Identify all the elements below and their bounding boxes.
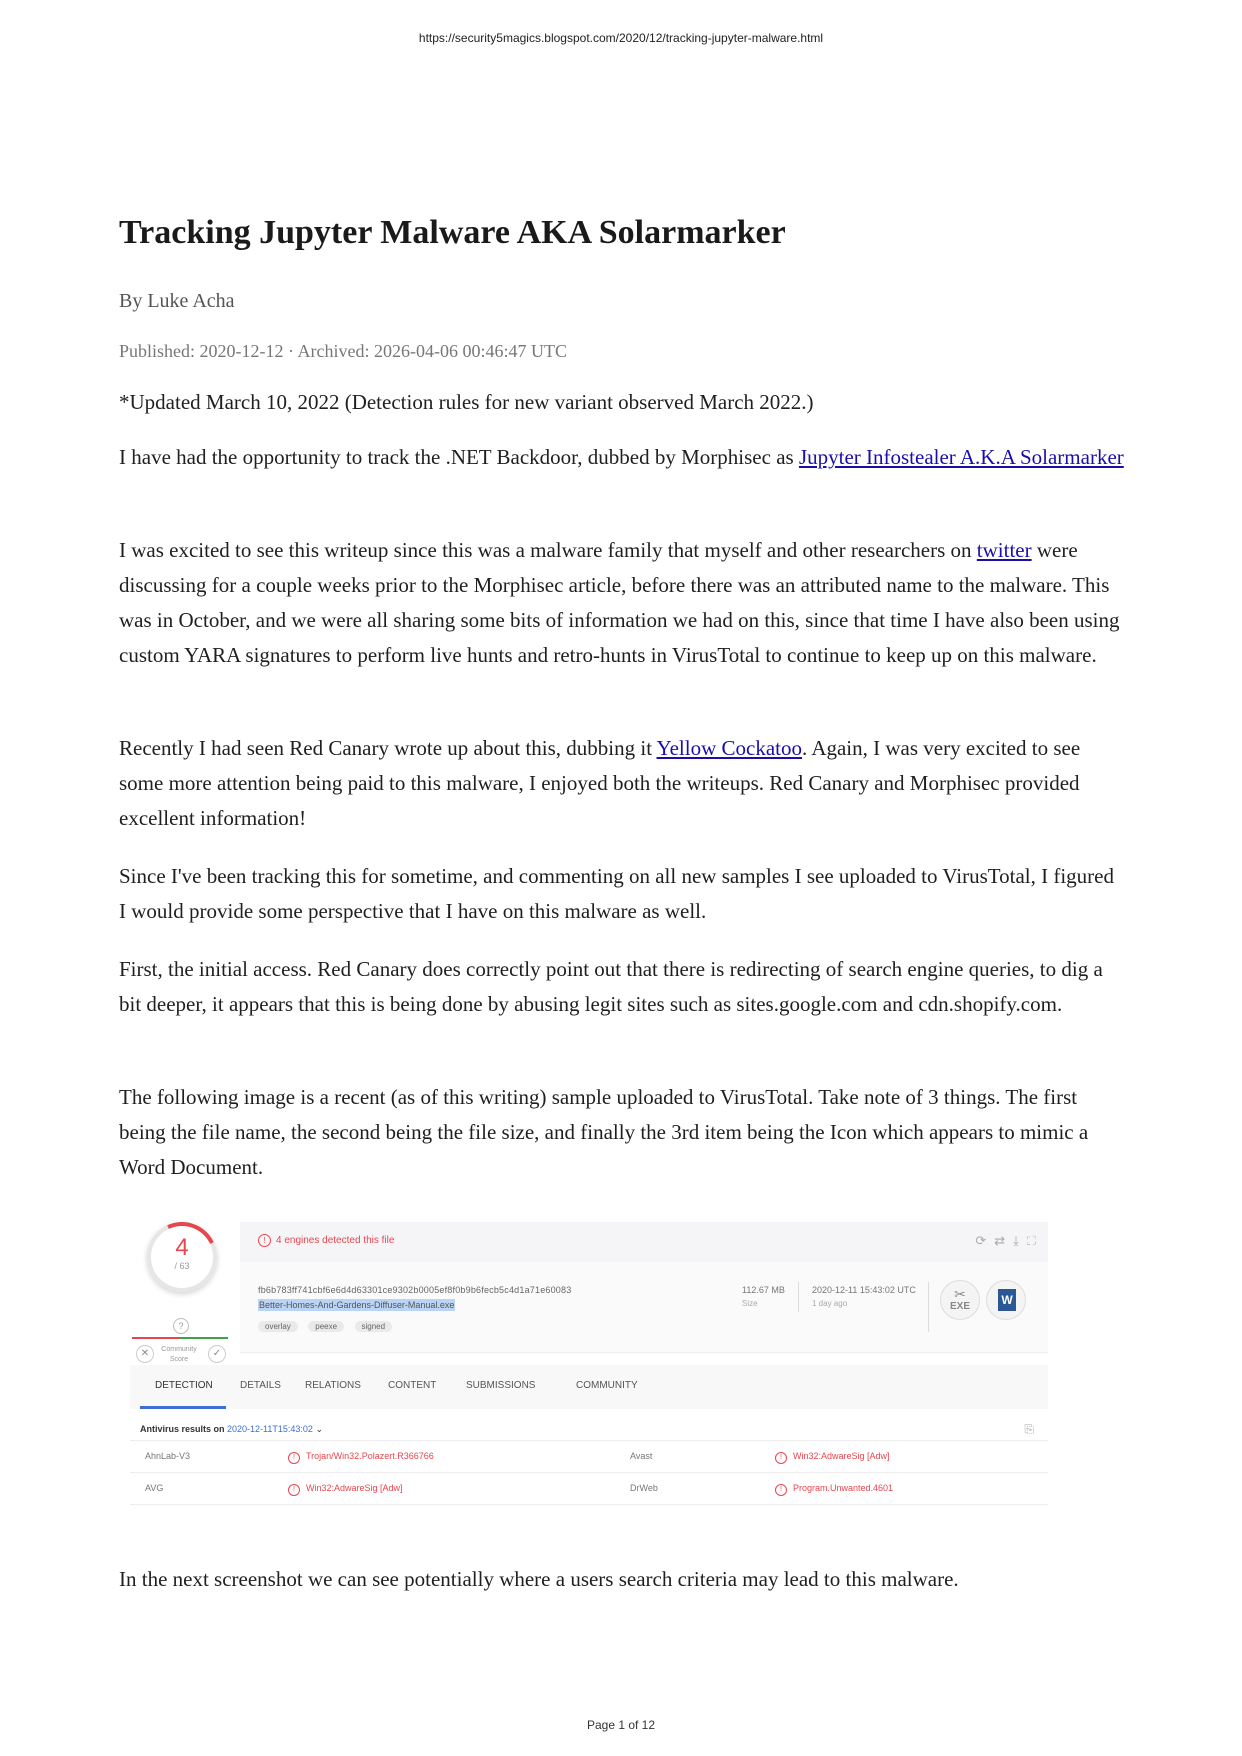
engine-name: AhnLab-V3 — [145, 1451, 191, 1461]
alert-icon: ! — [288, 1452, 300, 1464]
exe-label: EXE — [949, 1301, 970, 1312]
active-tab-indicator — [140, 1406, 226, 1409]
detection-total: / 63 — [174, 1261, 190, 1271]
result-text: Win32:AdwareSig [Adw] — [793, 1451, 890, 1461]
paragraph-tracking: Since I've been tracking this for sometime, and commenting on all new samples I see uploaded to VirusTotal, I figured I would provide some perspective that I have on this malware as well. — [119, 864, 1114, 923]
av-results-date[interactable]: 2020-12-11T15:43:02 — [227, 1424, 313, 1434]
alert-icon: ! — [775, 1484, 787, 1496]
question-icon[interactable]: ? — [173, 1318, 189, 1334]
score-arc — [137, 1222, 227, 1302]
tab-bar — [130, 1365, 1048, 1409]
article-title: Tracking Jupyter Malware AKA Solarmarker — [119, 214, 786, 251]
virustotal-screenshot — [130, 1222, 1054, 1532]
tab-relations[interactable]: RELATIONS — [305, 1380, 361, 1391]
paragraph-red-canary — [119, 731, 1124, 836]
detection-alert — [258, 1234, 394, 1247]
file-size-label: Size — [742, 1299, 758, 1308]
table-row — [130, 1473, 1048, 1505]
update-note: *Updated March 10, 2022 (Detection rules for new variant observed March 2022.) — [119, 390, 814, 414]
tab-detection[interactable]: DETECTION — [155, 1380, 213, 1391]
table-row — [130, 1441, 1048, 1473]
copy-icon[interactable]: ⎘ — [1024, 1422, 1034, 1436]
tag[interactable]: overlay — [258, 1321, 298, 1332]
paragraph-text: I have had the opportunity to track the .NET Backdoor, dubbed by Morphisec as — [119, 445, 799, 469]
file-tags — [258, 1316, 398, 1334]
paragraph-initial-access: First, the initial access. Red Canary does correctly point out that there is redirecting of search engine queries, to dig a bit deeper, it appears that this is being done by abusing legit sites such as sites.google.com and cdn.shopify.com. — [119, 957, 1103, 1016]
page-url: https://security5magics.blogspot.com/2020/12/tracking-jupyter-malware.html — [418, 31, 824, 45]
antivirus-results-table — [130, 1440, 1048, 1505]
community-score-label: Community Score — [161, 1346, 197, 1363]
antivirus-results-header — [140, 1424, 323, 1435]
file-size: 112.67 MB — [742, 1285, 785, 1295]
paragraph-sample: The following image is a recent (as of this writing) sample uploaded to VirusTotal. Take note of 3 things. The first being the file name, the second being the file size, and finally the 3rd item being the Icon which appears to mimic a Word Document. — [119, 1085, 1089, 1179]
paragraph-text: were discussing for a couple weeks prior to the Morphisec article, before there was an attributed name to the malware. This was in October, and we were all sharing some bits of information we had on this, since that time I have also been using custom YARA signatures to perform live hunts and retro-hunts in VirusTotal to continue to keep up on this malware. — [119, 538, 1120, 667]
detection-score: 4 — [175, 1234, 189, 1261]
tag[interactable]: peexe — [308, 1321, 344, 1332]
tag[interactable]: signed — [355, 1321, 393, 1332]
word-label: W — [998, 1289, 1016, 1311]
alert-text: 4 engines detected this file — [276, 1235, 395, 1246]
twitter-link[interactable]: twitter — [976, 538, 1032, 562]
file-name: Better-Homes-And-Gardens-Diffuser-Manual.exe — [259, 1300, 455, 1310]
chevron-down-icon[interactable]: ⌄ — [315, 1424, 323, 1434]
publish-meta: Published: 2020-12-12 · Archived: 2026-04-06 00:46:47 UTC — [119, 341, 567, 361]
engine-result — [288, 1451, 434, 1464]
analysis-date-relative: 1 day ago — [812, 1299, 848, 1308]
engine-result — [288, 1483, 403, 1496]
alert-icon: ! — [775, 1452, 787, 1464]
exe-file-icon: ✂ EXE — [940, 1280, 980, 1320]
alert-icon: ! — [288, 1484, 300, 1496]
yellow-cockatoo-link[interactable]: Yellow Cockatoo — [656, 736, 802, 760]
close-icon[interactable]: ✕ — [136, 1345, 154, 1363]
engine-name: Avast — [630, 1451, 653, 1461]
word-document-icon — [986, 1280, 1026, 1320]
tab-submissions[interactable]: SUBMISSIONS — [466, 1380, 536, 1391]
engine-name: AVG — [145, 1483, 164, 1493]
tab-content[interactable]: CONTENT — [388, 1380, 437, 1391]
result-text: Program.Unwanted.4601 — [793, 1483, 894, 1493]
tab-details[interactable]: DETAILS — [240, 1380, 281, 1391]
check-icon[interactable]: ✓ — [208, 1345, 226, 1363]
divider — [928, 1282, 929, 1332]
jupyter-infostealer-link[interactable]: Jupyter Infostealer A.K.A Solarmarker — [798, 445, 1124, 469]
tab-community[interactable]: COMMUNITY — [576, 1380, 638, 1391]
av-results-label: Antivirus results on — [140, 1424, 225, 1434]
paragraph-next-screenshot: In the next screenshot we can see potentially where a users search criteria may lead to this malware. — [119, 1567, 959, 1591]
analysis-date: 2020-12-11 15:43:02 UTC — [812, 1285, 916, 1295]
divider — [798, 1282, 799, 1312]
result-text: Win32:AdwareSig [Adw] — [306, 1483, 403, 1493]
result-text: Trojan/Win32.Polazert.R366766 — [306, 1451, 434, 1461]
paragraph-text: I was excited to see this writeup since this was a malware family that myself and other researchers on — [119, 538, 977, 562]
file-hash: fb6b783ff741cbf6e6d4d63301ce9302b0005ef8f0b9b6fecb5c4d1a71e60083 — [258, 1285, 572, 1295]
engine-result — [775, 1451, 890, 1464]
engine-result — [775, 1483, 893, 1496]
paragraph-text: Recently I had seen Red Canary wrote up about this, dubbing it — [119, 736, 657, 760]
paragraph-intro — [119, 440, 1124, 475]
alert-icon: ! — [258, 1234, 271, 1247]
community-score-bar — [132, 1337, 228, 1339]
page-number: Page 1 of 12 — [586, 1718, 656, 1732]
byline: By Luke Acha — [119, 290, 235, 312]
engine-name: DrWeb — [630, 1483, 658, 1493]
paragraph-writeup — [119, 533, 1124, 673]
toolbar-icons[interactable]: ⟳⇄⤓⛶ — [975, 1233, 1044, 1248]
paragraph-text: . Again, I was very excited to see some more attention being paid to this malware, I enjoyed both the writeups. Red Canary and Morphisec provided excellent information! — [119, 736, 1081, 830]
